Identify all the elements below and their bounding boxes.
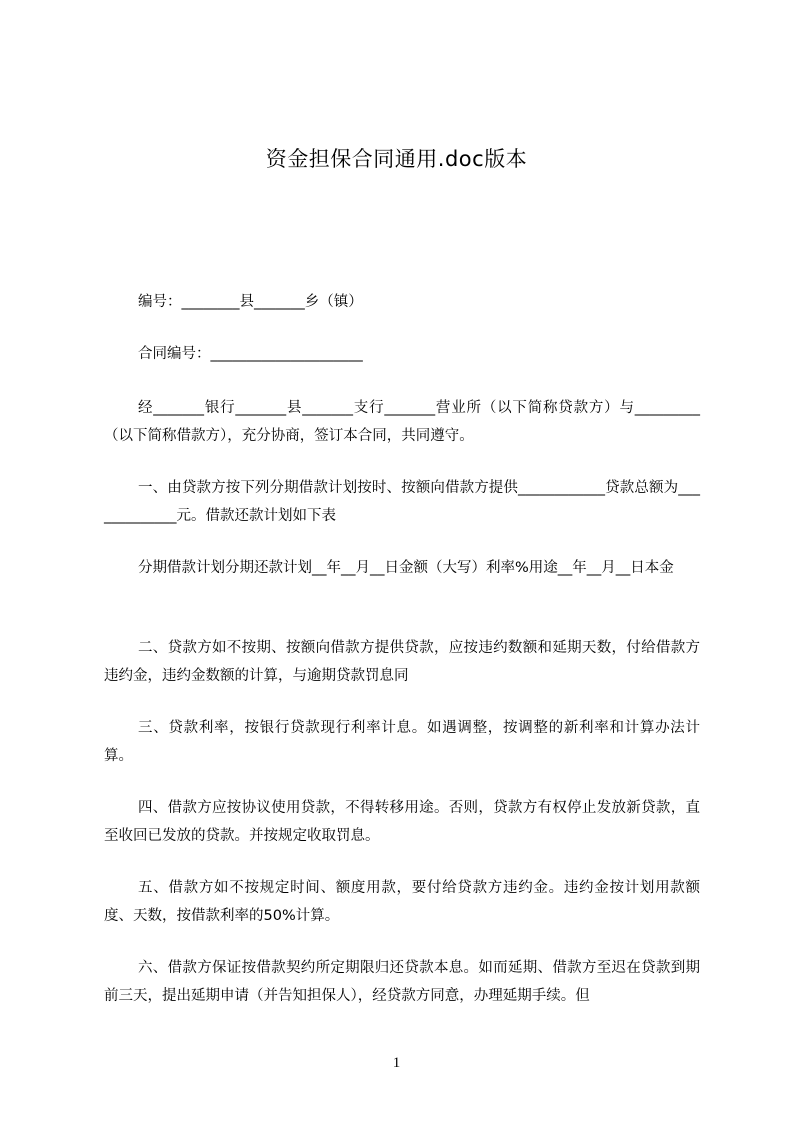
preamble-paragraph: 经_______银行_______县_______支行_______营业所（以下简称贷款方）与_________（以下简称借款方），充分协商，签订本合同，共同遵守。: [104, 400, 700, 444]
clause-5-paragraph: 五、借款方如不按规定时间、额度用款，要付给贷款方违约金。违约金按计划用款额度、天数，按借款利率的50%计算。: [104, 880, 700, 924]
document-title: 资金担保合同通用.doc版本: [265, 147, 528, 171]
clause-2-paragraph: 二、贷款方如不按期、按额向借款方提供贷款，应按违约数额和延期天数，付给借款方违约金，违约金数额的计算，与逾期贷款罚息同: [104, 640, 700, 684]
repayment-plan-paragraph: 分期借款计划分期还款计划__年__月__日金额（大写）利率%用途__年__月__日本金: [138, 560, 674, 576]
contract-number-line: 合同编号：_____________________: [138, 346, 363, 362]
clause-4-paragraph: 四、借款方应按协议使用贷款，不得转移用途。否则，贷款方有权停止发放新贷款，直至收回已发放的贷款。并按规定收取罚息。: [104, 800, 700, 844]
serial-number-line: 编号：________县_______乡（镇）: [138, 294, 363, 310]
clause-3-paragraph: 三、贷款利率，按银行贷款现行利率计息。如遇调整，按调整的新利率和计算办法计算。: [104, 720, 700, 764]
clause-6-paragraph: 六、借款方保证按借款契约所定期限归还贷款本息。如而延期、借款方至迟在贷款到期前三天，提出延期申请（并告知担保人），经贷款方同意，办理延期手续。但: [104, 960, 700, 1004]
page-number: 1: [392, 1055, 401, 1071]
clause-1-paragraph: 一、由贷款方按下列分期借款计划按时、按额向借款方提供____________贷款总额为_____________元。借款还款计划如下表: [104, 480, 700, 524]
